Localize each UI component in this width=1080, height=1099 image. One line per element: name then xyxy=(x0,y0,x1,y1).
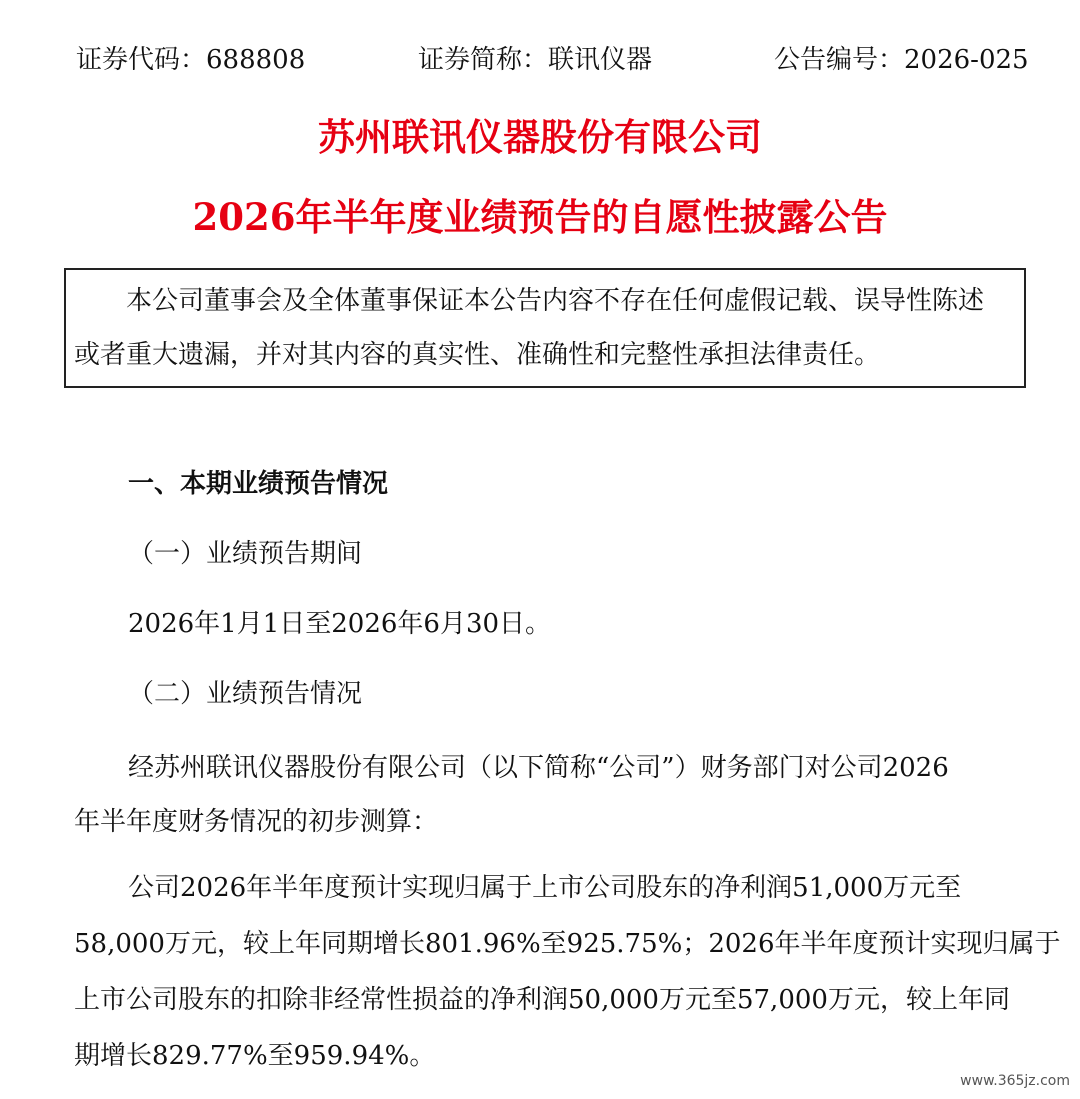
statement-line: 本公司董事会及全体董事保证本公告内容不存在任何虚假记载、误导性陈述 xyxy=(126,286,985,316)
paragraph-line: 期增长829.77%至959.94%。 xyxy=(74,1041,436,1071)
stock-name: 证券简称：联讯仪器 xyxy=(418,45,653,75)
document-header xyxy=(0,40,1080,80)
paragraph-line: 公司2026年半年度预计实现归属于上市公司股东的净利润51,000万元至 xyxy=(128,873,962,903)
paragraph-line: 上市公司股东的扣除非经常性损益的净利润50,000万元至57,000万元，较上年同 xyxy=(74,985,1010,1015)
stock-code: 证券代码：688808 xyxy=(76,45,306,75)
paragraph-line: 年半年度财务情况的初步测算： xyxy=(74,807,439,837)
board-statement-box xyxy=(64,268,1026,388)
notice-number: 公告编号：2026-025 xyxy=(774,45,1029,75)
statement-line: 或者重大遗漏，并对其内容的真实性、准确性和完整性承担法律责任。 xyxy=(74,340,881,370)
subsection-heading: （一）业绩预告期间 xyxy=(128,539,363,569)
notice-title: 2026年半年度业绩预告的自愿性披露公告 xyxy=(192,195,888,239)
paragraph-line: 58,000万元，较上年同期增长801.96%至925.75%；2026年半年度预计实现归属于 xyxy=(74,929,1061,959)
paragraph-line: 经苏州联讯仪器股份有限公司（以下简称“公司”）财务部门对公司2026 xyxy=(128,753,949,783)
company-title: 苏州联讯仪器股份有限公司 xyxy=(318,115,762,159)
subsection-heading: （二）业绩预告情况 xyxy=(128,679,363,709)
watermark: www.365jz.com xyxy=(960,1073,1070,1089)
section-heading: 一、本期业绩预告情况 xyxy=(128,469,389,499)
forecast-period: 2026年1月1日至2026年6月30日。 xyxy=(128,609,552,639)
